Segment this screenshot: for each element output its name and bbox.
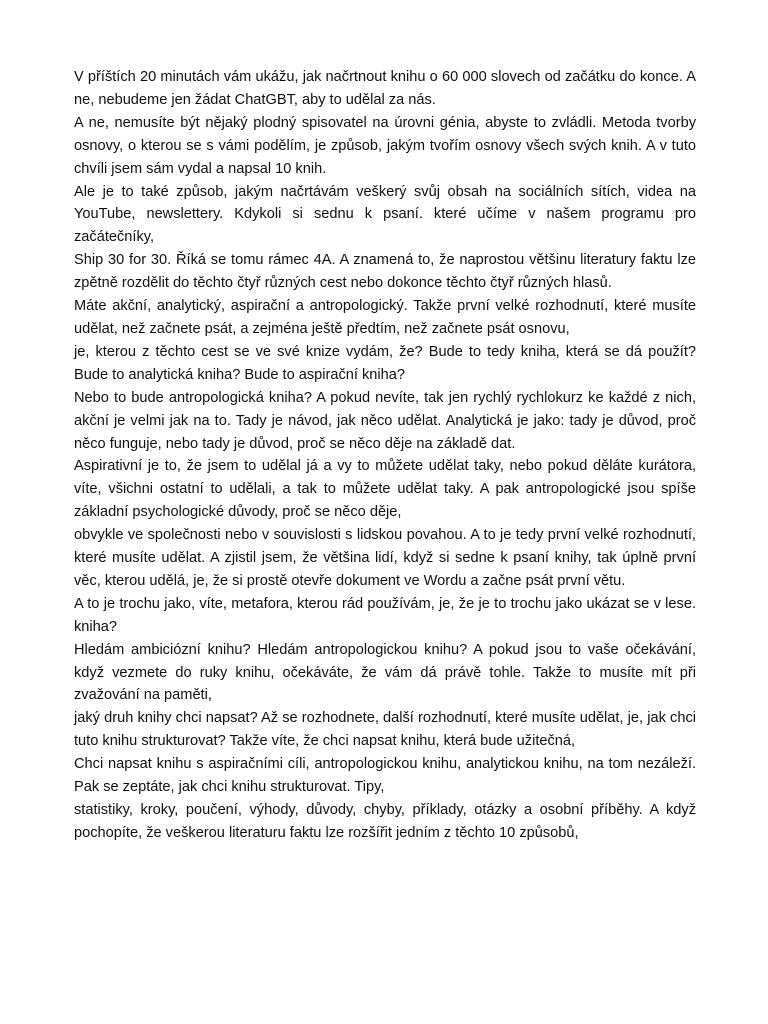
paragraph: Hledám ambiciózní knihu? Hledám antropologickou knihu? A pokud jsou to vaše očekávání, když vezmete do ruky knihu, očekáváte, že vám dá právě tohle. Takže to musíte mít při zvažování na paměti, [74, 641, 696, 704]
paragraph: Ship 30 for 30. Říká se tomu rámec 4A. A znamená to, že naprostou většinu literatury faktu lze zpětně rozdělit do těchto čtyř různých cest nebo dokonce těchto čtyř různých hlasů. [74, 252, 696, 292]
paragraph: Chci napsat knihu s aspiračními cíli, antropologickou knihu, analytickou knihu, na tom nezáleží. Pak se zeptáte, jak chci knihu strukturovat. Tipy, [74, 756, 696, 796]
paragraph: je, kterou z těchto cest se ve své knize vydám, že? Bude to tedy kniha, která se dá použít? Bude to analytická kniha? Bude to aspirační kniha? [74, 343, 696, 383]
paragraph: Ale je to také způsob, jakým načrtávám veškerý svůj obsah na sociálních sítích, videa na YouTube, newslettery. Kdykoli si sednu k psaní. které učíme v našem programu pro začátečníky, [74, 183, 696, 246]
document-page [74, 66, 696, 845]
paragraph: A ne, nemusíte být nějaký plodný spisovatel na úrovni génia, abyste to zvládli. Metoda tvorby osnovy, o kterou se s vámi podělím, je způsob, jakým tvořím osnovy všech svých knih. A v tuto chvíli jsem sám vydal a napsal 10 knih. [74, 114, 696, 177]
paragraph: V příštích 20 minutách vám ukážu, jak načrtnout knihu o 60 000 slovech od začátku do konce. A ne, nebudeme jen žádat ChatGBT, aby to udělal za nás. [74, 69, 696, 108]
paragraph: Nebo to bude antropologická kniha? A pokud nevíte, tak jen rychlý rychlokurz ke každé z nich, akční je velmi jak na to. Tady je návod, jak něco udělat. Analytická je jako: tady je důvod, proč něco funguje, nebo tady je důvod, proč se něco děje na základě dat. [74, 389, 696, 452]
paragraph: Máte akční, analytický, aspirační a antropologický. Takže první velké rozhodnutí, které musíte udělat, než začnete psát, a zejména ještě předtím, než začnete psát osnovu, [74, 298, 696, 337]
paragraph: Aspirativní je to, že jsem to udělal já a vy to můžete udělat taky, nebo pokud děláte kurátora, víte, všichni ostatní to udělali, a tak to můžete udělat taky. A pak antropologické jsou spíše základní psychologické důvody, proč se něco děje, [74, 458, 696, 521]
paragraph: statistiky, kroky, poučení, výhody, důvody, chyby, příklady, otázky a osobní příběhy. A když pochopíte, že veškerou literaturu faktu lze rozšířit jedním z těchto 10 způsobů, [74, 802, 696, 841]
paragraph: A to je trochu jako, víte, metafora, kterou rád používám, je, že je to trochu jako ukázat se v lese. kniha? [74, 595, 696, 635]
paragraph: obvykle ve společnosti nebo v souvislosti s lidskou povahou. A to je tedy první velké rozhodnutí, které musíte udělat. A zjistil jsem, že většina lidí, když si sedne k psaní knihy, tak úplně první věc, kterou udělá, je, že si prostě otevře dokument ve Wordu a začne psát první větu. [74, 527, 696, 589]
paragraph: jaký druh knihy chci napsat? Až se rozhodnete, další rozhodnutí, které musíte udělat, je, jak chci tuto knihu strukturovat? Takže víte, že chci napsat knihu, která bude užitečná, [74, 710, 696, 750]
